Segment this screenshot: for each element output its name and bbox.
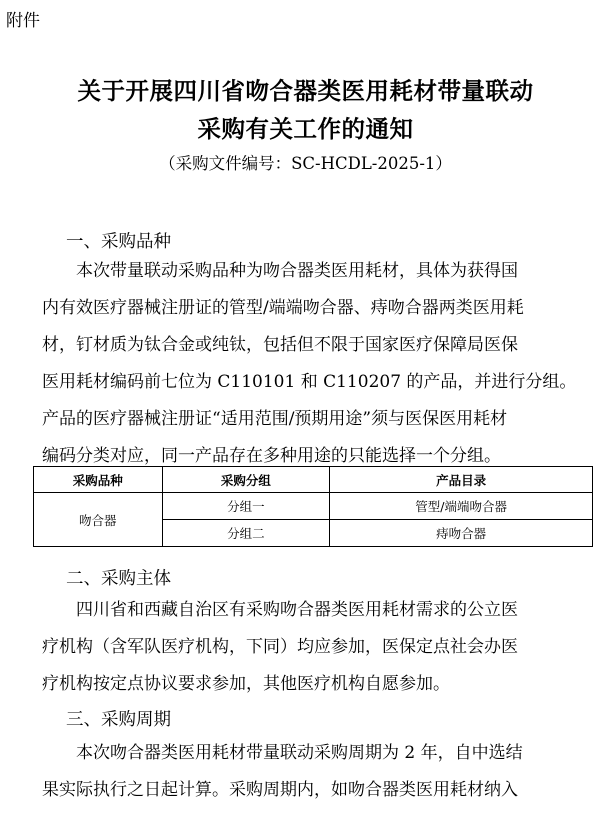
section-3-paragraph: [42, 735, 597, 809]
table-cell-group: 分组一: [162, 493, 330, 520]
table-cell-product: 管型/端端吻合器: [330, 493, 593, 520]
paragraph-line: 疗机构按定点协议要求参加，其他医疗机构自愿参加。: [42, 674, 450, 694]
table-row: [34, 493, 593, 520]
table-cell-category: 吻合器: [34, 493, 163, 547]
document-title-line-1: 关于开展四川省吻合器类医用耗材带量联动: [77, 77, 534, 105]
table-header-row: [34, 467, 593, 493]
paragraph-line: 材，钉材质为钛合金或纯钛，包括但不限于国家医疗保障局医保: [42, 335, 518, 355]
table-header-cell: 采购分组: [162, 467, 330, 493]
paragraph-line: 本次吻合器类医用耗材带量联动采购周期为 2 年，自中选结: [76, 743, 523, 763]
section-3-heading: 三、采购周期: [66, 710, 171, 730]
paragraph-line: 医用耗材编码前七位为 C110101 和 C110207 的产品，并进行分组。: [42, 372, 577, 392]
section-2-paragraph: [42, 592, 597, 703]
paragraph-line: 产品的医疗器械注册证“适用范围/预期用途”须与医保医用耗材: [42, 409, 508, 429]
document-title-line-2: 采购有关工作的通知: [197, 115, 414, 143]
document-number: （采购文件编号：SC-HCDL-2025-1）: [159, 154, 452, 173]
paragraph-line: 果实际执行之日起计算。采购周期内，如吻合器类医用耗材纳入: [42, 780, 518, 800]
section-1-heading: 一、采购品种: [66, 232, 171, 252]
table-header-cell: 产品目录: [330, 467, 593, 493]
paragraph-line: 编码分类对应，同一产品存在多种用途的只能选择一个分组。: [42, 446, 501, 466]
table-cell-group: 分组二: [162, 520, 330, 547]
paragraph-line: 四川省和西藏自治区有采购吻合器类医用耗材需求的公立医: [76, 600, 518, 620]
section-2-heading: 二、采购主体: [66, 569, 171, 589]
table-header-cell: 采购品种: [34, 467, 163, 493]
procurement-table: [33, 466, 593, 547]
table-cell-product: 痔吻合器: [330, 520, 593, 547]
section-1-paragraph: [42, 253, 597, 475]
paragraph-line: 本次带量联动采购品种为吻合器类医用耗材，具体为获得国: [76, 261, 518, 281]
paragraph-line: 内有效医疗器械注册证的管型/端端吻合器、痔吻合器两类医用耗: [42, 298, 524, 318]
paragraph-line: 疗机构（含军队医疗机构，下同）均应参加，医保定点社会办医: [42, 637, 518, 657]
attachment-label: 附件: [6, 11, 40, 31]
